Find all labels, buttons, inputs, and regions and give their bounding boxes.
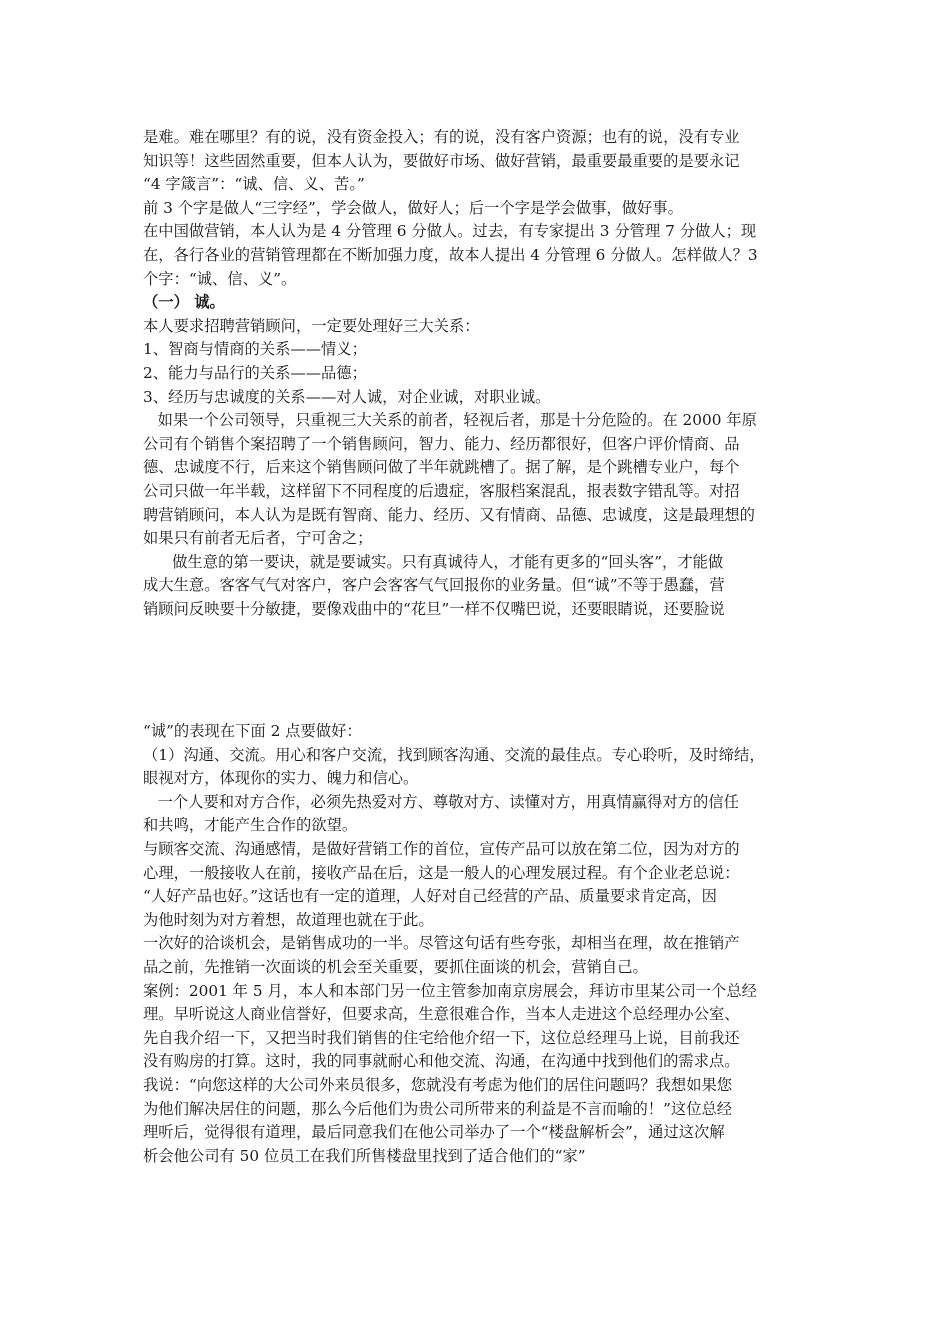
paragraph-line: 为他们解决居住的问题，那么今后他们为贵公司所带来的利益是不言而喻的！”这位总经 — [143, 1099, 733, 1118]
paragraph-line: 如果一个公司领导，只重视三大关系的前者，轻视后者，那是十分危险的。在 2000 年原 — [143, 411, 757, 430]
paragraph-line: 成大生意。客客气气对客户，客户会客客气气回报你的业务量。但“诚”不等于愚蠢，营 — [143, 576, 725, 595]
paragraph-line: 销顾问反映要十分敏捷，要像戏曲中的“花旦”一样不仅嘴巴说，还要眼睛说，还要脸说 — [143, 599, 725, 618]
paragraph-line: 如果只有前者无后者，宁可舍之； — [143, 529, 373, 548]
paragraph-line: 品之前，先推销一次面谈的机会至关重要，要抓住面谈的机会，营销自己。 — [143, 957, 648, 976]
paragraph-line: （1）沟通、交流。用心和客户交流，找到顾客沟通、交流的最佳点。专心聆听，及时缔结， — [143, 745, 765, 764]
paragraph-line: 是难。难在哪里？有的说，没有资金投入；有的说，没有客户资源；也有的说，没有专业 — [143, 128, 740, 146]
paragraph-line: 理。早听说这人商业信誉好，但要求高，生意很难合作，当本人走进这个总经理办公室、 — [143, 1005, 740, 1024]
list-item: 3、经历与忠诚度的关系——对人诚，对企业诚，对职业诚。 — [143, 387, 551, 406]
paragraph-line: “4 字箴言”：“诚、信、义、苦。” — [143, 175, 365, 194]
paragraph-line: 个字：“诚、信、义”。 — [143, 269, 297, 288]
paragraph-line: 我说：“向您这样的大公司外来员很多，您就没有考虑为他们的居住问题吗？我想如果您 — [143, 1075, 733, 1094]
paragraph-line: 和共鸣，才能产生合作的欲望。 — [143, 816, 358, 835]
paragraph-line: 知识等！这些固然重要，但本人认为，要做好市场、做好营销，最重要最重要的是要永记 — [143, 151, 740, 170]
paragraph-line: 在中国做营销，本人认为是 4 分管理 6 分做人。过去，有专家提出 3 分管理 7 分做人；现 — [143, 222, 757, 241]
paragraph-line: 先自我介绍一下，又把当时我们销售的住宅给他介绍一下，这位总经理马上说，目前我还 — [143, 1028, 740, 1047]
paragraph-line: 做生意的第一要诀，就是要诚实。只有真诚待人，才能有更多的“回头客”，才能做 — [143, 552, 724, 571]
paragraph-line: 理听后，觉得很有道理，最后同意我们在他公司举办了一个“楼盘解析会”，通过这次解 — [143, 1123, 725, 1142]
paragraph-line: 析会他公司有 50 位员工在我们所售楼盘里找到了适合他们的“家” — [143, 1146, 586, 1165]
paragraph-line: 前 3 个字是做人“三字经”，学会做人，做好人；后一个字是学会做事，做好事。 — [143, 198, 683, 217]
paragraph-line: 公司有个销售个案招聘了一个销售顾问，智力、能力、经历都很好，但客户评价情商、品 — [143, 434, 740, 453]
paragraph-line: 公司只做一年半载，这样留下不同程度的后遗症，客服档案混乱，报表数字错乱等。对招 — [143, 481, 740, 500]
paragraph-line: “诚”的表现在下面 2 点要做好： — [143, 722, 362, 740]
paragraph-line: 没有购房的打算。这时，我的同事就耐心和他交流、沟通，在沟通中找到他们的需求点。 — [143, 1052, 740, 1071]
paragraph-line: 一次好的洽谈机会，是销售成功的一半。尽管这句话有些夸张，却相当在理，故在推销产 — [143, 934, 740, 953]
list-item: 2、能力与品行的关系——品德； — [143, 363, 367, 382]
paragraph-line: 为他时刻为对方着想，故道理也就在于此。 — [143, 910, 434, 929]
text-block-top — [143, 126, 811, 621]
section-heading: （一） 诚。 — [143, 293, 225, 312]
paragraph-line: 案例：2001 年 5 月，本人和本部门另一位主管参加南京房展会，拜访市里某公司一个总经 — [143, 981, 757, 1000]
paragraph-line: “人好产品也好。”这话也有一定的道理，人好对自己经营的产品、质量要求肯定高，因 — [143, 887, 717, 906]
paragraph-line: 本人要求招聘营销顾问，一定要处理好三大关系： — [143, 316, 480, 335]
paragraph-line: 一个人要和对方合作，必须先热爱对方、尊敬对方、读懂对方，用真情赢得对方的信任 — [143, 792, 739, 811]
paragraph-line: 心理，一般接收人在前，接收产品在后，这是一般人的心理发展过程。有个企业老总说： — [143, 863, 740, 882]
text-block-bottom — [143, 720, 811, 1168]
paragraph-line: 与顾客交流、沟通感情，是做好营销工作的首位，宣传产品可以放在第二位，因为对方的 — [143, 839, 740, 858]
list-item: 1、智商与情商的关系——情义； — [143, 340, 367, 359]
paragraph-line: 眼视对方，体现你的实力、魄力和信心。 — [143, 769, 419, 788]
paragraph-line: 在，各行各业的营销管理都在不断加强力度，故本人提出 4 分管理 6 分做人。怎样做人？3 — [143, 245, 758, 264]
paragraph-line: 德、忠诚度不行，后来这个销售顾问做了半年就跳槽了。据了解，是个跳槽专业户，每个 — [143, 458, 740, 477]
paragraph-line: 聘营销顾问，本人认为是既有智商、能力、经历、又有情商、品德、忠诚度，这是最理想的 — [143, 505, 755, 524]
